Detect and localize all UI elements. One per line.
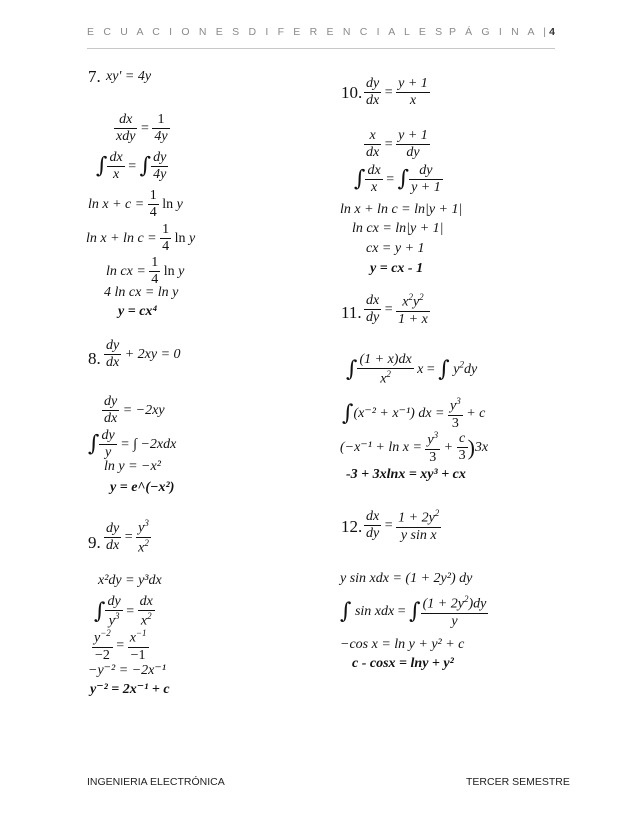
problem-8-step-1-tail: = −2xy: [119, 402, 165, 418]
problem-10-result: y = cx - 1: [370, 261, 424, 276]
problem-12-result: c - cosx = lny + y²: [352, 656, 454, 671]
page-header: [87, 26, 555, 49]
problem-11-step-2-text: (x⁻² + x⁻¹) dx =: [353, 406, 449, 422]
problem-7-result: y = cx⁴: [118, 304, 158, 319]
problem-8-equation: $\frac{dy}{dx}$ + 2xy = 0: [106, 338, 181, 371]
problem-12-step-2: ∫ sin xdx = ∫ $\frac{(1 + 2y^2)dy}{y}$: [340, 594, 487, 629]
problem-7-step-1: $\frac{dx}{\text{xdy}}$ = $\frac{1}{4y}$: [116, 112, 168, 145]
problem-8-step-2-tail: = ∫ −2xdx: [116, 436, 177, 452]
problem-11-result: -3 + 3xlnx = xy³ + cx: [346, 467, 466, 482]
problem-7-step-3-text: ln x + c =: [88, 196, 148, 212]
problem-7-step-2: ∫ $\frac{dx}{x}$ = ∫ $\frac{dy}{4y}$: [96, 150, 167, 183]
problem-12-step-3: −cos x = ln y + y² + c: [340, 637, 465, 652]
problem-8-number: 8.: [88, 349, 101, 368]
header-page-label: [449, 26, 555, 38]
header-page-number: 4: [549, 26, 555, 38]
problem-9-result: y⁻² = 2x⁻¹ + c: [90, 682, 170, 697]
problem-11-equation: $\frac{dx}{dy}$ = $\frac{x^2y^2}{1 + x}$: [366, 292, 428, 327]
problem-8-result: y = e^(−x²): [110, 480, 175, 495]
problem-11-number: 11.: [341, 303, 362, 322]
problem-10-step-4: ln cx = ln|y + 1|: [352, 221, 444, 236]
problem-8-equation-tail: + 2xy = 0: [121, 346, 181, 362]
problem-12-number: 12.: [341, 517, 363, 536]
problem-7-equation: xy' = 4y: [106, 69, 152, 84]
problem-12-step-1: y sin xdx = (1 + 2y²) dy: [340, 571, 473, 586]
problem-12-equation: $\frac{dx}{dy}$ = $\frac{1 + 2y^2}{\text{y sin x}}$: [366, 508, 440, 543]
problem-9-step-4: −y⁻² = −2x⁻¹: [88, 663, 166, 678]
problem-10-step-2: ∫ $\frac{dx}{x}$ = ∫ $\frac{dy}{y + 1}$: [354, 163, 441, 196]
problem-9-step-2: ∫ $\frac{dy}{y^3}$ = $\frac{dx}{x^2}$: [94, 594, 153, 629]
problem-10-step-3: ln x + ln c = ln|y + 1|: [340, 202, 463, 217]
problem-7-step-5: ln cx = $\frac{1}{4}$ ln y: [106, 255, 185, 288]
problem-9-step-1: x²dy = y³dx: [98, 573, 162, 588]
footer-right: TERCER SEMESTRE: [466, 776, 570, 788]
problem-9-equation: $\frac{dy}{dx}$ = $\frac{y^3}{x^2}$: [106, 518, 149, 556]
problem-8-step-2: ∫ $\frac{dy}{y}$ = ∫ −2xdx: [88, 428, 177, 461]
problem-7-step-4: ln x + ln c = $\frac{1}{4}$ ln y: [86, 222, 196, 255]
problem-11-step-1: ∫ $\frac{(1 + x)dx}{x^2}$ x = ∫ $y^2dy$: [346, 352, 478, 387]
header-page-prefix: P Á G I N A |: [448, 26, 550, 38]
problem-9-step-3: $\frac{y^{-2}}{-2}$ = $\frac{x^{-1}}{-1}$: [94, 628, 147, 663]
problem-11-step-3: (−x⁻¹ + ln x = $\frac{y^3}{3}$ + $\frac{c}{3}$ )3x: [340, 430, 489, 465]
problem-7-step-3: ln x + c = $\frac{1}{4}$ ln y: [88, 188, 183, 221]
header-title: E C U A C I O N E S D I F E R E N C I A L E S: [87, 26, 446, 38]
problem-10-step-5: cx = y + 1: [366, 241, 425, 256]
problem-10-number: 10.: [341, 83, 363, 102]
problem-11-step-2: ∫(x⁻² + x⁻¹) dx = $\frac{y^3}{3}$ + c: [342, 396, 486, 431]
problem-10-step-1: $\frac{x}{dx}$ = $\frac{y + 1}{dy}$: [366, 128, 428, 161]
problem-9-number: 9.: [88, 533, 101, 552]
problem-7-step-5-text: ln cx =: [106, 263, 150, 279]
problem-8-step-3: ln y = −x²: [104, 459, 161, 474]
problem-8-step-1: $\frac{dy}{dx}$ = −2xy: [104, 394, 165, 427]
problem-10-equation: $\frac{dy}{dx}$ = $\frac{y + 1}{x}$: [366, 76, 428, 109]
problem-7-number: 7.: [88, 67, 101, 86]
problem-7-step-4-text: ln x + ln c =: [86, 230, 161, 246]
problem-11-step-3-text: (−x⁻¹ + ln x =: [340, 440, 426, 456]
problem-7-step-6: 4 ln cx = ln y: [104, 285, 179, 300]
footer-left: INGENIERIA ELECTRÓNICA: [87, 776, 225, 788]
